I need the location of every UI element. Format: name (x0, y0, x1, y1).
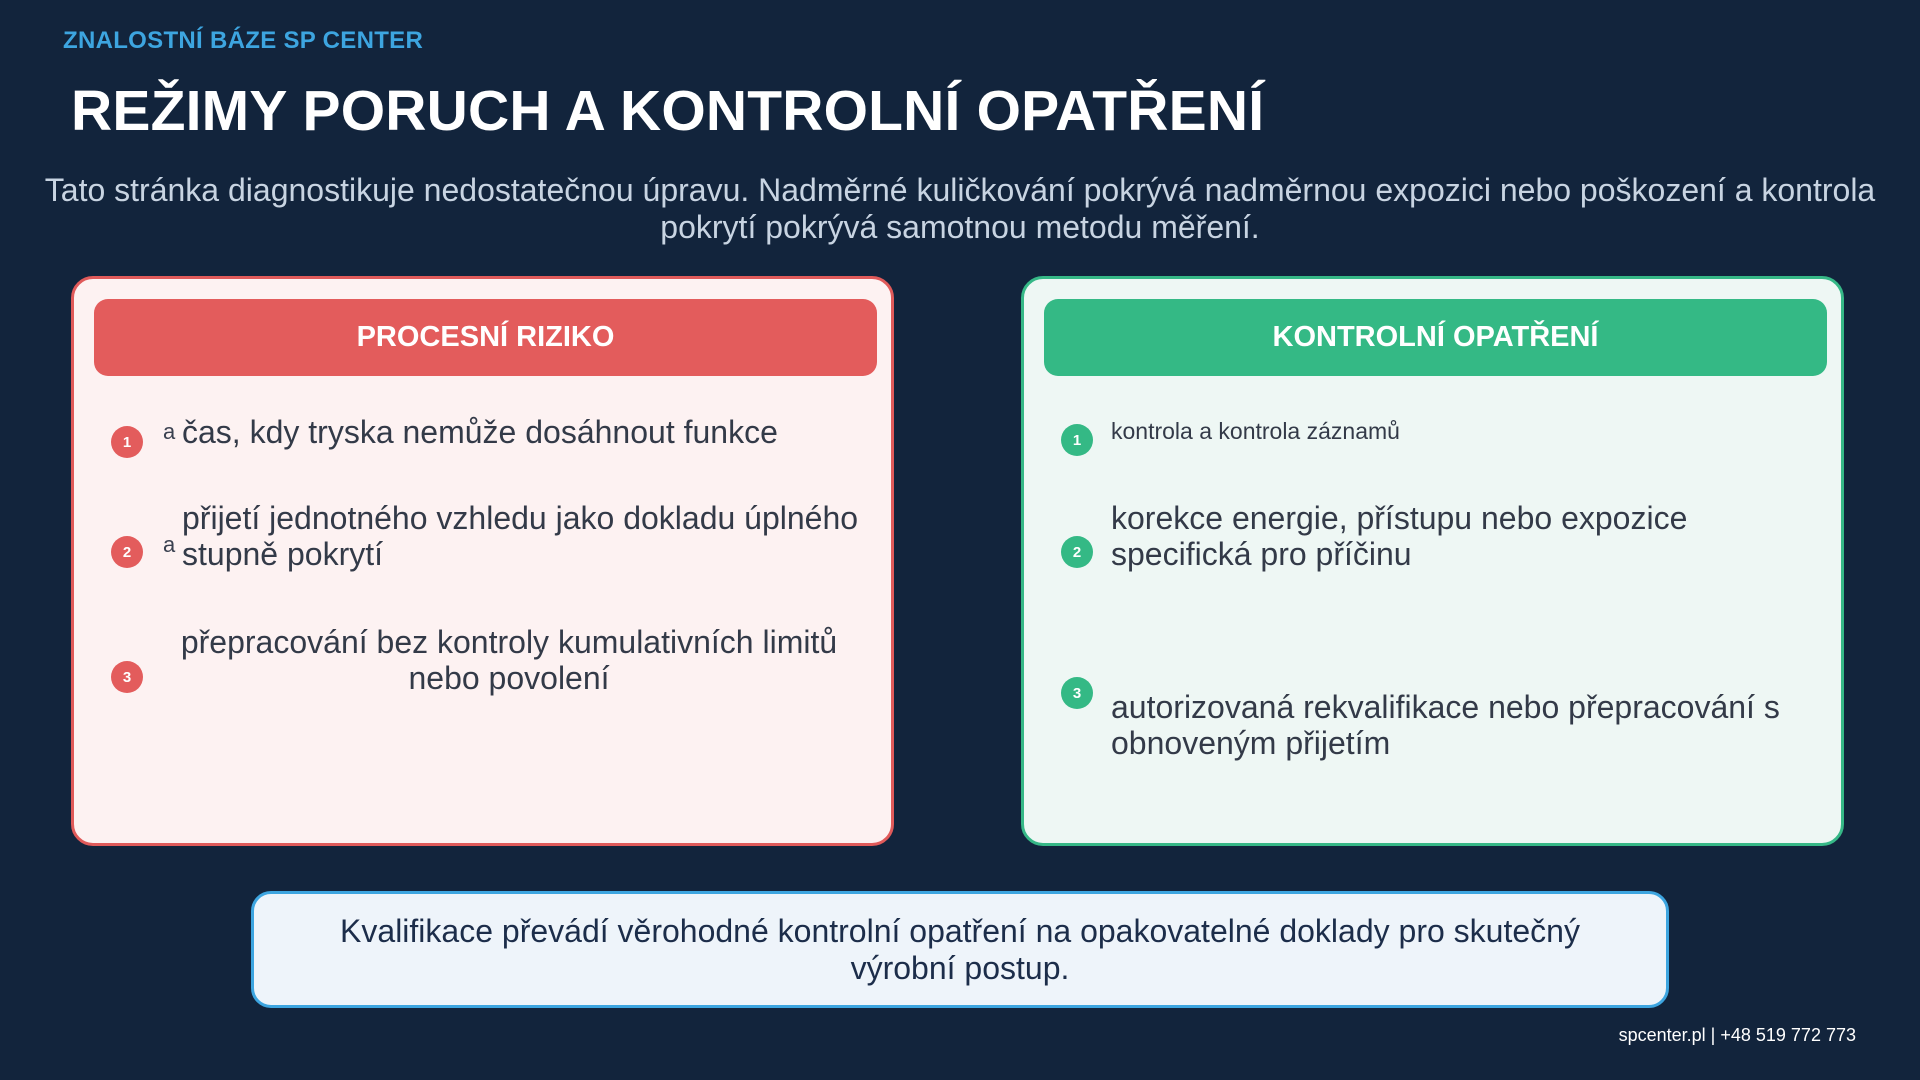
kicker-label: ZNALOSTNÍ BÁZE SP CENTER (63, 27, 424, 54)
risk-item-prefix: a (163, 419, 176, 444)
risk-number-badge-2: 2 (111, 536, 143, 568)
control-item-text: korekce energie, přístupu nebo expozice specifická pro příčinu (1111, 500, 1688, 572)
process-risk-card (71, 276, 894, 846)
control-measures-card (1021, 276, 1844, 846)
footer-contact: spcenter.pl | +48 519 772 773 (1618, 1025, 1856, 1045)
control-item-text: autorizovaná rekvalifikace nebo přepracování s obnoveným přijetím (1111, 689, 1780, 761)
control-measures-header: KONTROLNÍ OPATŘENÍ (1044, 299, 1827, 376)
control-number-badge-3: 3 (1061, 677, 1093, 709)
risk-item-text: přepracování bez kontroly kumulativních limitů nebo povolení (180, 624, 838, 696)
risk-item-text: čas, kdy tryska nemůže dosáhnout funkce (182, 414, 778, 450)
risk-number-badge-1: 1 (111, 426, 143, 458)
risk-number-badge-3: 3 (111, 661, 143, 693)
control-number-badge-1: 1 (1061, 424, 1093, 456)
process-risk-header: PROCESNÍ RIZIKO (94, 299, 877, 376)
control-number-badge-2: 2 (1061, 536, 1093, 568)
control-item-text: kontrola a kontrola záznamů (1111, 418, 1400, 444)
risk-item-text: přijetí jednotného vzhledu jako dokladu úplného stupně pokrytí (182, 500, 859, 572)
page-title: REŽIMY PORUCH A KONTROLNÍ OPATŘENÍ (71, 79, 1265, 143)
page-subtitle: Tato stránka diagnostikuje nedostatečnou úpravu. Nadměrné kuličkování pokrývá nadměrnou expozici nebo poškození a kontrola pokrytí pokrývá samotnou metodu měření. (44, 172, 1876, 245)
risk-item-prefix: a (163, 532, 176, 557)
qualification-callout: Kvalifikace převádí věrohodné kontrolní opatření na opakovatelné doklady pro skutečný výrobní postup. (251, 891, 1669, 1008)
